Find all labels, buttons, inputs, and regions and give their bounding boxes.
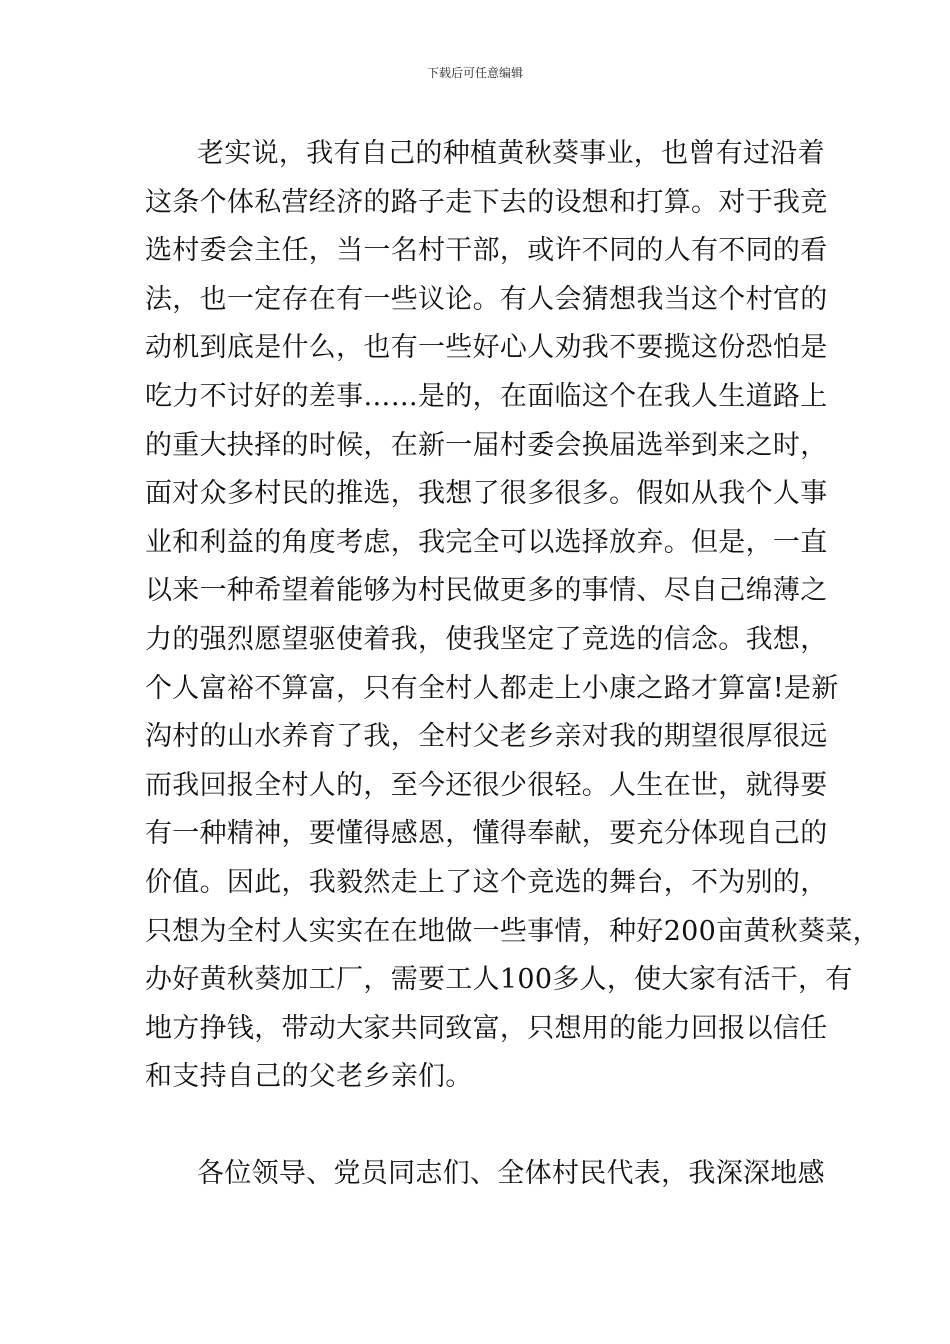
text-line: 选村委会主任，当一名村干部，或许不同的人有不同的看 bbox=[145, 235, 828, 267]
text-line: 个人富裕不算富，只有全村人都走上小康之路才算富!是新 bbox=[145, 672, 839, 704]
header-note: 下载后可任意编辑 bbox=[426, 66, 523, 80]
text-line: 地方挣钱，带动大家共同致富，只想用的能力回报以信任 bbox=[145, 1012, 828, 1044]
text-line: 吃力不讨好的差事……是的，在面临这个在我人生道路上 bbox=[145, 380, 828, 412]
text-line: 和支持自己的父老乡亲们。 bbox=[145, 1061, 473, 1093]
text-line: 办好黄秋葵加工厂，需要工人100多人，使大家有活干，有 bbox=[145, 964, 853, 996]
text-line: 这条个体私营经济的路子走下去的设想和打算。对于我竞 bbox=[145, 186, 828, 218]
text-line: 的重大抉择的时候，在新一届村委会换届选举到来之时， bbox=[145, 429, 828, 461]
text-line: 只想为全村人实实在在地做一些事情，种好200亩黄秋葵菜， bbox=[145, 915, 880, 947]
text-line: 而我回报全村人的，至今还很少很轻。人生在世，就得要 bbox=[145, 769, 828, 801]
paragraph bbox=[145, 130, 880, 1102]
text-line: 价值。因此，我毅然走上了这个竞选的舞台，不为别的， bbox=[145, 866, 828, 898]
text-line: 法，也一定存在有一些议论。有人会猜想我当这个村官的 bbox=[145, 283, 828, 315]
text-line: 动机到底是什么，也有一些好心人劝我不要揽这份恐怕是 bbox=[145, 332, 828, 364]
paragraph-gap bbox=[145, 1102, 825, 1151]
paragraph bbox=[145, 1150, 825, 1199]
text-line: 老实说，我有自己的种植黄秋葵事业，也曾有过沿着 bbox=[197, 138, 825, 169]
document-body bbox=[145, 130, 880, 1199]
text-line: 面对众多村民的推选，我想了很多很多。假如从我个人事 bbox=[145, 478, 828, 510]
text-line: 各位领导、党员同志们、全体村民代表，我深深地感 bbox=[197, 1158, 825, 1190]
text-line: 有一种精神，要懂得感恩，懂得奉献，要充分体现自己的 bbox=[145, 818, 828, 850]
text-line: 力的强烈愿望驱使着我，使我坚定了竞选的信念。我想， bbox=[145, 623, 828, 655]
text-line: 以来一种希望着能够为村民做更多的事情、尽自己绵薄之 bbox=[145, 575, 828, 607]
text-line: 沟村的山水养育了我，全村父老乡亲对我的期望很厚很远 bbox=[145, 721, 828, 753]
text-line: 业和利益的角度考虑，我完全可以选择放弃。但是，一直 bbox=[145, 526, 828, 558]
